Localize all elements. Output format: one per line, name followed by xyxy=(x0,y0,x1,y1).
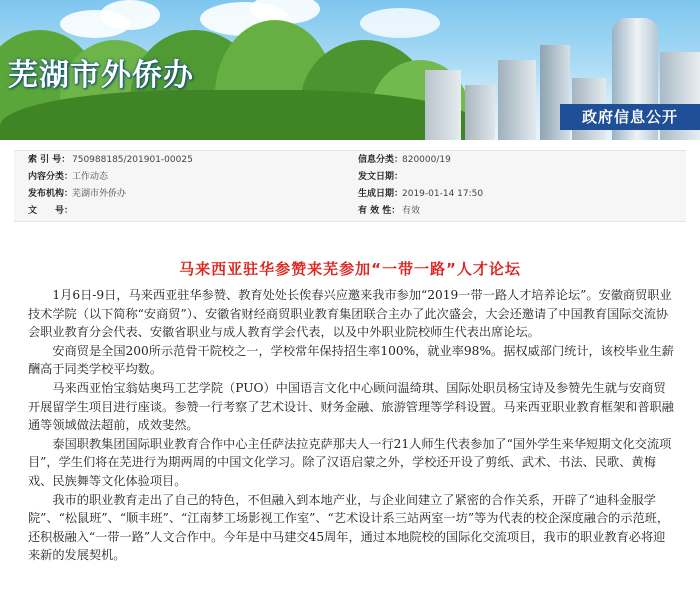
building-decoration xyxy=(498,60,536,140)
building-decoration xyxy=(425,70,461,140)
info-row xyxy=(14,204,686,219)
index-number-label: 索 引 号： xyxy=(28,155,71,165)
generated-date-value: 2019-01-14 17:50 xyxy=(402,189,484,199)
validity-label: 有 效 性： xyxy=(358,206,401,216)
info-row xyxy=(14,153,686,168)
article-paragraph: 我市的职业教育走出了自己的特色，不但融入到本地产业，与企业间建立了紧密的合作关系，开辟了“迪科金服学院”、“松鼠班”、“顺丰班”、“江南梦工场影视工作室”、“艺术设计系三站两室一坊”等为代表的校企深度融合的示范班，还积极融入“一带一路”人文合作中。今年是中马建交45周年，通过本地院校的国际化交流项目，我市的职业教育必将迎来新的发展契机。 xyxy=(28,492,670,563)
article-paragraph: 1月6日-9日，马来西亚驻华参赞、教育处处长俟春兴应邀来我市参加“2019一带一路人才培养论坛”。安徽商贸职业技术学院（以下简称“安商贸”）、安徽省财经商贸职业教育集团联合主办了此次盛会，大会还邀请了中国教育国际交流协会职业教育分会代表、安徽省职业与成人教育学会代表，以及中外职业院校师生代表出席论坛。 xyxy=(28,288,672,340)
info-category-label: 信息分类： xyxy=(358,155,404,165)
cloud-decoration xyxy=(100,0,160,30)
info-row xyxy=(14,187,686,202)
content-category-label: 内容分类： xyxy=(28,172,74,182)
article-title: 马来西亚驻华参赞来芜参加“一带一路”人才论坛 xyxy=(179,260,521,278)
header-banner xyxy=(0,0,700,140)
publisher-value: 芜湖市外侨办 xyxy=(72,189,127,199)
gov-info-disclosure-badge[interactable]: 政府信息公开 xyxy=(560,104,700,130)
publisher-label: 发布机构： xyxy=(28,189,74,199)
issue-date-label: 发文日期： xyxy=(358,172,404,182)
tree-decoration xyxy=(0,90,480,140)
info-category-value: 820000/19 xyxy=(402,155,451,165)
cloud-decoration xyxy=(360,8,440,38)
article-paragraph: 马来西亚怡宝翁姑奥玛工艺学院（PUO）中国语言文化中心顾问温绮琪、国际处职员杨宝诗及参赞先生就与安商贸开展留学生项目进行座谈。参赞一行考察了艺术设计、财务金融、旅游管理等学科设置。马来西亚职业教育框架和普职融通等领域做法超前，成效斐然。 xyxy=(28,380,674,433)
building-decoration xyxy=(465,85,495,140)
article-paragraph: 泰国职教集团国际职业教育合作中心主任萨法拉克萨那夫人一行21人师生代表参加了“国外学生来华短期文化交流项目”，学生们将在芜进行为期两周的中国文化学习。除了汉语启蒙之外，学校还开设了剪纸、武术、书法、民歌、黄梅戏、民族舞等文化体验项目。 xyxy=(28,436,672,488)
generated-date-label: 生成日期： xyxy=(358,189,404,199)
article-paragraph: 安商贸是全国200所示范骨干院校之一，学校常年保持招生率100%，就业率98%。据权威部门统计，该校毕业生薪酬高于同类学校平均数。 xyxy=(28,343,674,377)
article-body xyxy=(28,286,674,565)
validity-value: 有效 xyxy=(402,206,421,216)
site-title[interactable]: 芜湖市外侨办 xyxy=(8,58,194,93)
content-category-value: 工作动态 xyxy=(72,172,109,182)
document-number-label: 文 号： xyxy=(28,206,74,216)
info-row xyxy=(14,170,686,185)
index-number-value: 750988185/201901-00025 xyxy=(72,155,193,165)
document-info-panel xyxy=(14,150,686,222)
